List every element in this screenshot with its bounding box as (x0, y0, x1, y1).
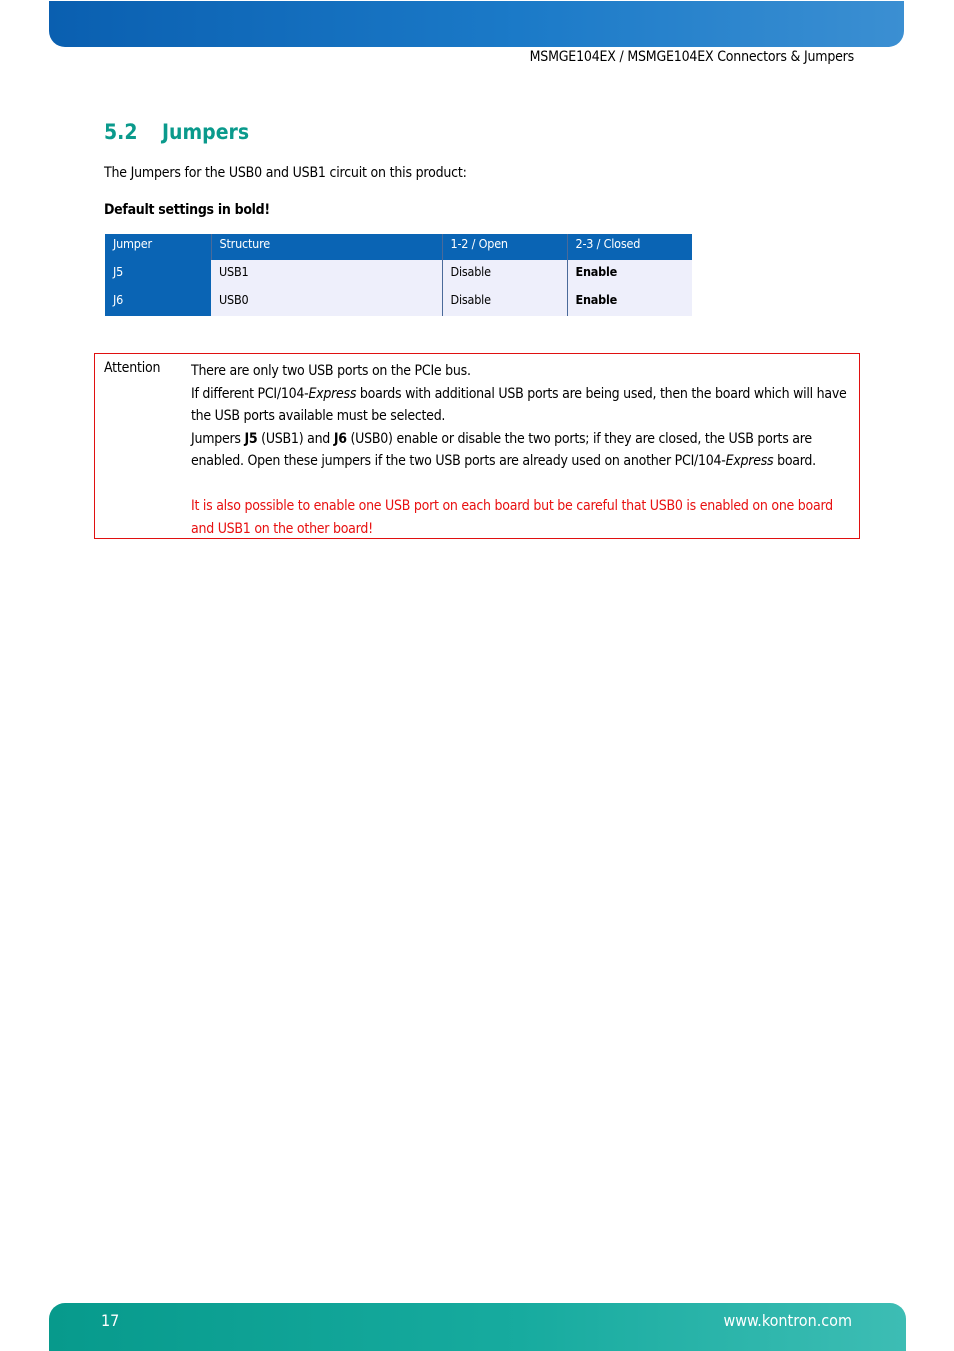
jumper-cell: J6 (105, 288, 211, 316)
column-header: Jumper (105, 234, 211, 260)
running-header: MSMGE104EX / MSMGE104EX Connectors & Jumpers (529, 49, 854, 65)
page-number: 17 (101, 1311, 120, 1330)
text-run-italic: Express (725, 453, 774, 469)
table-header-row (105, 234, 692, 260)
closed-cell: Enable (567, 260, 692, 288)
section-heading (104, 120, 249, 144)
section-title: Jumpers (162, 120, 250, 144)
footer-bar (49, 1303, 906, 1351)
header-bar (49, 1, 904, 47)
column-header: 1-2 / Open (442, 234, 567, 260)
jumper-table (105, 234, 692, 316)
structure-cell: USB1 (211, 260, 442, 288)
section-number: 5.2 (104, 120, 138, 144)
text-run: (USB1) and (257, 430, 334, 447)
text-run-bold: J6 (333, 430, 347, 447)
closed-cell: Enable (567, 288, 692, 316)
attention-box (94, 353, 860, 539)
text-run: board. (773, 453, 816, 469)
attention-body (191, 360, 851, 540)
table-row (105, 260, 692, 288)
text-run: If different PCI/104- (191, 385, 309, 402)
structure-cell: USB0 (211, 288, 442, 316)
column-header: 2-3 / Closed (567, 234, 692, 260)
text-run: boards with additional USB ports are being used, then the board which will have the USB ports available must be selected. (191, 385, 847, 424)
attention-label: Attention (104, 360, 161, 376)
open-cell: Disable (442, 260, 567, 288)
text-run: Jumpers (191, 430, 245, 447)
attention-line (191, 428, 851, 473)
text-run: (USB0) enable or disable the two ports; if they are closed, the USB ports are enabled. Open these jumpers if the two USB ports are already used on another PCI/104- (191, 430, 812, 469)
intro-text: The Jumpers for the USB0 and USB1 circuit on this product: (104, 165, 467, 181)
text-run-bold: J5 (244, 430, 258, 447)
attention-line (191, 383, 851, 428)
attention-warning: It is also possible to enable one USB port on each board but be careful that USB0 is enabled on one board and USB1 on the other board! (191, 498, 833, 537)
open-cell: Disable (442, 288, 567, 316)
table-row (105, 288, 692, 316)
default-settings-note: Default settings in bold! (104, 202, 270, 218)
column-header: Structure (211, 234, 442, 260)
website-link[interactable]: www.kontron.com (723, 1311, 852, 1330)
attention-line: There are only two USB ports on the PCIe bus. (191, 363, 471, 379)
jumper-cell: J5 (105, 260, 211, 288)
text-run-italic: Express (308, 385, 357, 402)
